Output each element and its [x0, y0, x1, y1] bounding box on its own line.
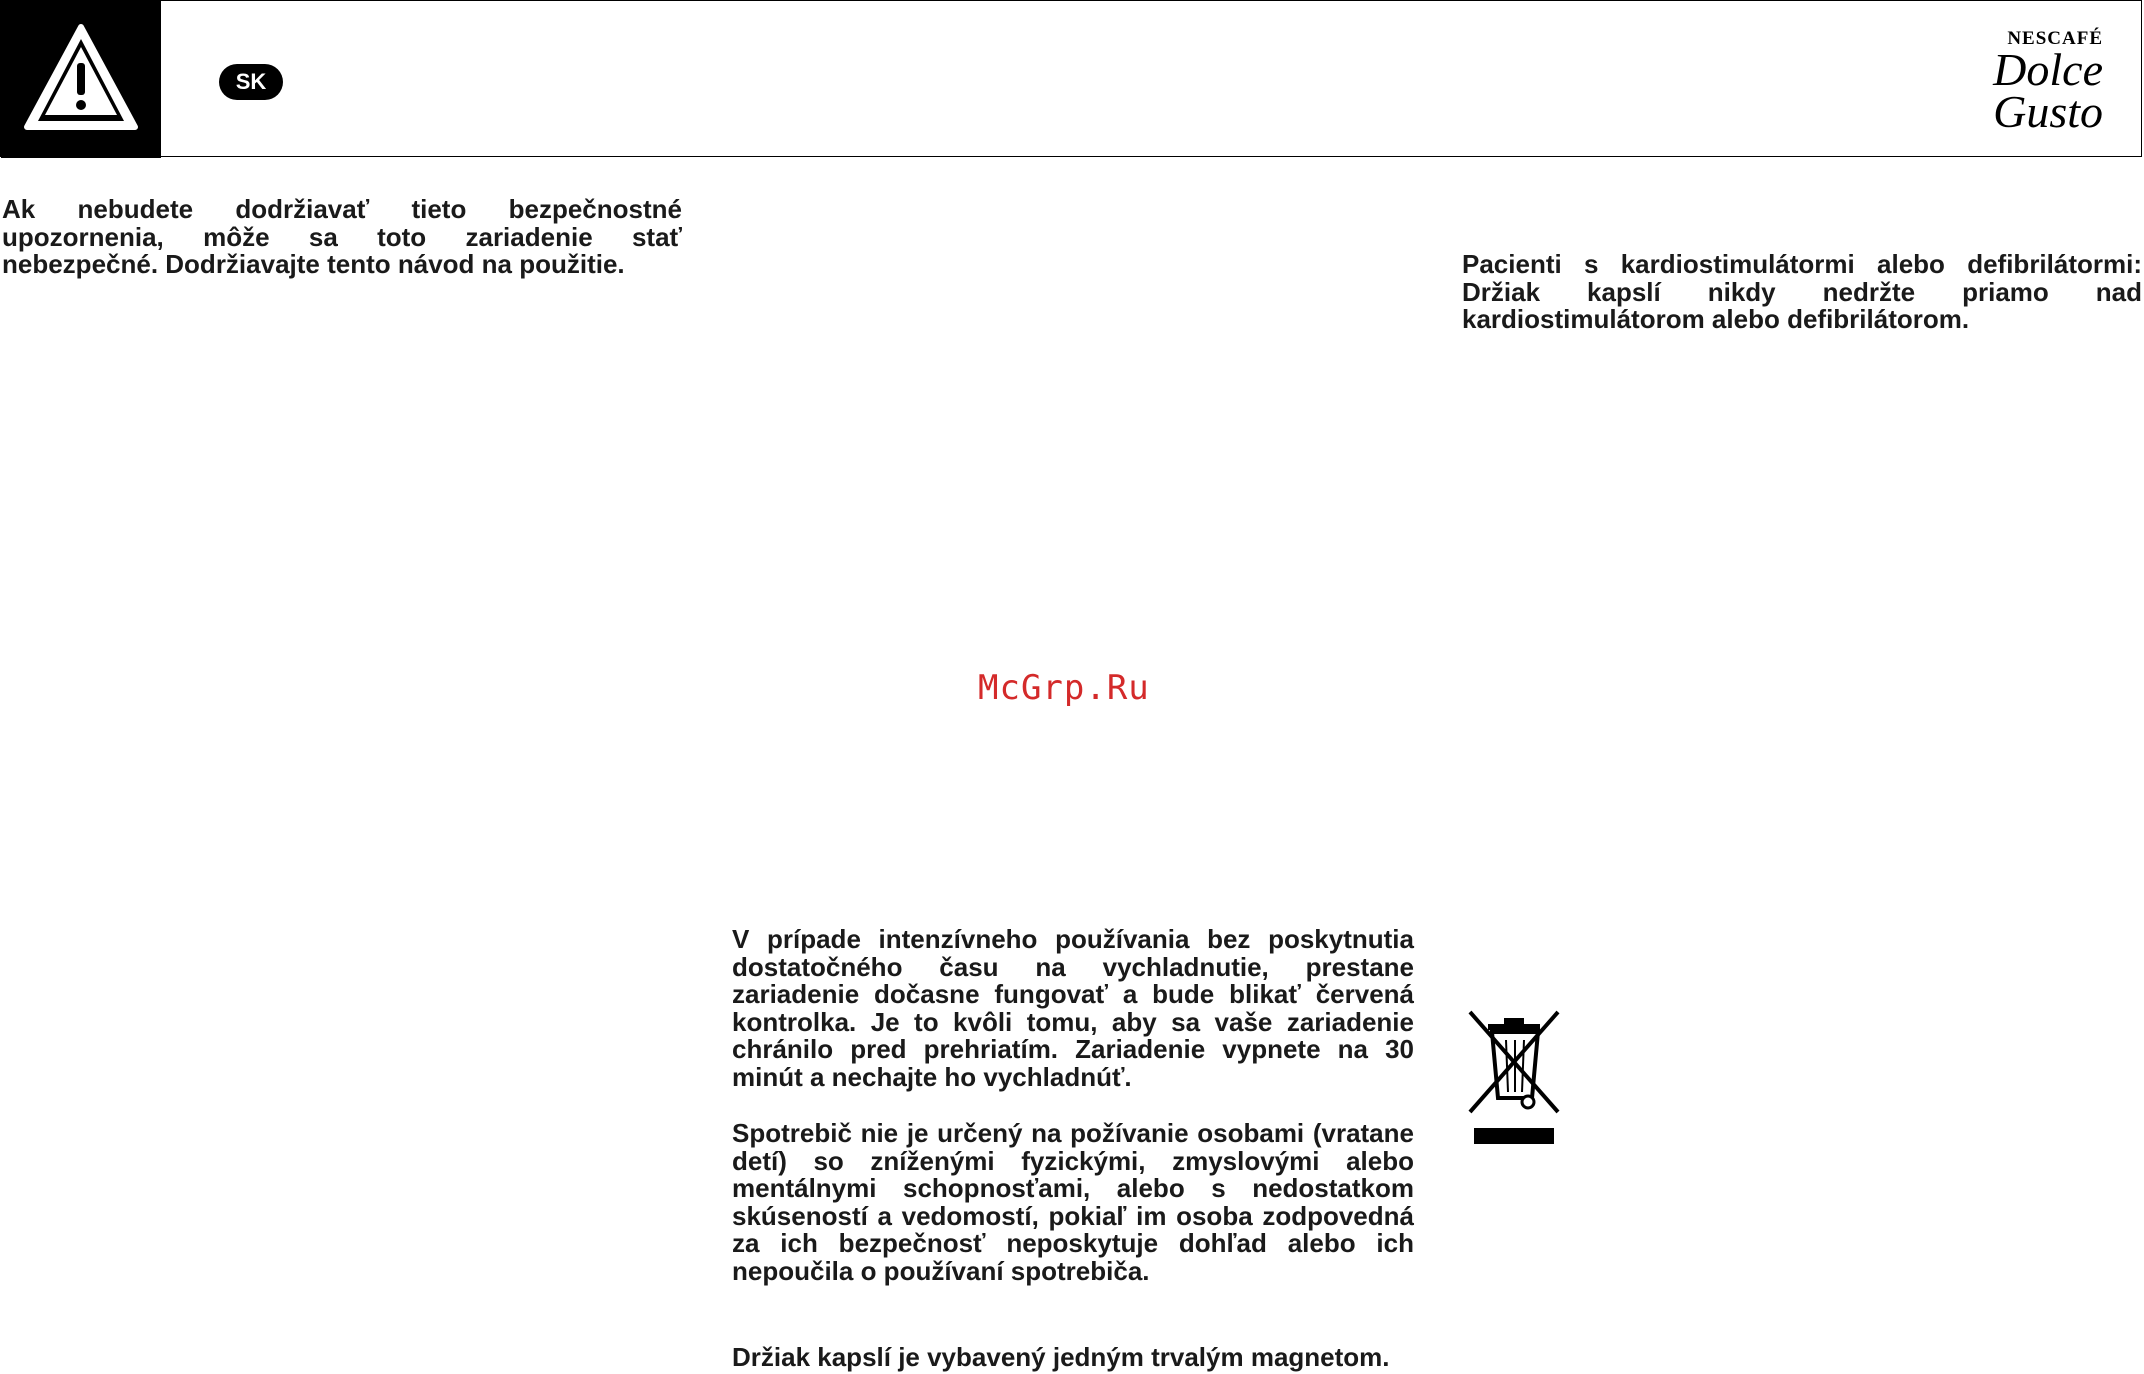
logo-line-1: Dolce — [1993, 44, 2103, 95]
crossed-bin-icon — [1466, 1008, 1562, 1148]
persons-paragraph: Spotrebič nie je určený na požívanie osobami (vratane detí) so zníženými fyzickými, zmyslovými alebo mentálnymi schopnosťami, alebo s nedostatkom skúseností a vedomostí, pokiaľ im osoba zodpovedná za ich bezpečnosť neposkytuje dohľad alebo ich nepoučila o používaní spotrebiča. — [732, 1118, 1414, 1286]
logo-brand: NESCAFÉ — [2007, 28, 2103, 49]
warning-triangle-icon — [19, 19, 143, 139]
warning-box — [1, 1, 161, 158]
page-header — [0, 0, 2142, 157]
pacemaker-paragraph: Pacienti s kardiostimulátormi alebo defibrilátormi: Držiak kapslí nikdy nedržte priamo nad kardiostimulátorom alebo defibrilátorom. — [1462, 249, 2142, 334]
dolce-gusto-logo — [1963, 28, 2103, 137]
magnet-paragraph: Držiak kapslí je vybavený jedným trvalým magnetom. — [732, 1342, 1390, 1372]
overheat-paragraph: V prípade intenzívneho používania bez poskytnutia dostatočného času na vychladnutie, prestane zariadenie dočasne fungovať a bude blikať červená kontrolka. Je to kvôli tomu, aby sa vaše zariadenie chránilo pred prehriatím. Zariadenie vypnete na 30 minút a nechajte ho vychladnúť. — [732, 924, 1414, 1092]
language-badge: SK — [219, 64, 283, 100]
logo-line-2: Gusto — [1993, 86, 2103, 137]
watermark: McGrp.Ru — [978, 668, 1150, 708]
safety-intro-paragraph: Ak nebudete dodržiavať tieto bezpečnostné upozornenia, môže sa toto zariadenie stať nebezpečné. Dodržiavajte tento návod na použitie. — [2, 194, 682, 279]
